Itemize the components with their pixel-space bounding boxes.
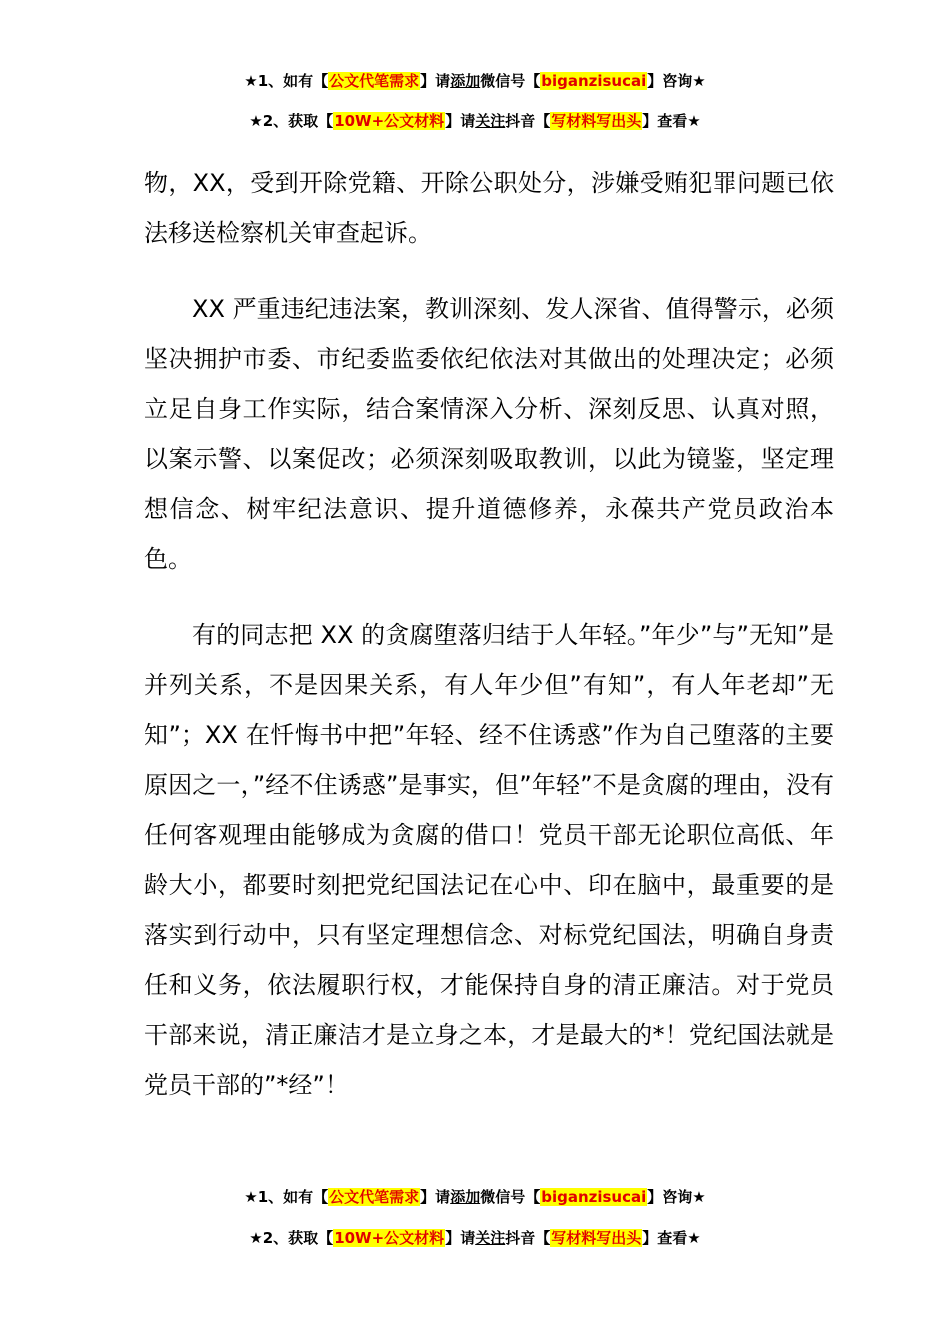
highlight-text: 10W+公文材料 (334, 1229, 445, 1247)
banner-text: 】查看★ (642, 112, 701, 130)
banner-text: 】请 (445, 112, 476, 130)
banner-text: 】请 (420, 72, 451, 90)
highlight-text: biganzisucai (541, 1188, 647, 1206)
banner-text: 抖音【 (505, 112, 551, 130)
banner-text: 】请 (420, 1188, 451, 1206)
banner-text: 微信号【 (480, 1188, 541, 1206)
banner-text: ★2、获取【 (249, 1229, 334, 1247)
banner-text: ★1、如有【 (244, 1188, 329, 1206)
highlight-text: 公文代笔需求 (329, 1188, 420, 1206)
banner-text: 】咨询★ (647, 1188, 706, 1206)
paragraph-3: 有的同志把 XX 的贪腐堕落归结于人年轻。”年少”与”无知”是并列关系，不是因果关系，有人年少但”有知”，有人年老却”无知”；XX 在忏悔书中把”年轻、经不住诱惑”作为自己堕落的主要原因之一，”经不住诱惑”是事实，但”年轻”不是贪腐的理由，没有任何客观理由能够成为贪腐的借口！党员干部无论职位高低、年龄大小，都要时刻把党纪国法记在心中、印在脑中，最重要的是落实到行动中，只有坚定理想信念、对标党纪国法，明确自身责任和义务，依法履职行权，才能保持自身的清正廉洁。对于党员干部来说，清正廉洁才是立身之本，才是最大的*！党纪国法就是党员干部的”*经”！ (144, 621, 834, 1099)
banner-text: 微信号【 (480, 72, 541, 90)
highlight-text: 10W+公文材料 (334, 112, 445, 130)
banner-text: ★2、获取【 (249, 112, 334, 130)
banner-text: ★1、如有【 (244, 72, 329, 90)
footer-banner-line-2 (0, 1227, 950, 1249)
header-banner-line-2 (0, 110, 950, 132)
highlight-text: 公文代笔需求 (329, 72, 420, 90)
banner-text: 】查看★ (642, 1229, 701, 1247)
header-banner-line-1 (0, 70, 950, 92)
highlight-text: 写材料写出头 (551, 112, 642, 130)
paragraph-2: XX 严重违纪违法案，教训深刻、发人深省、值得警示，必须坚决拥护市委、市纪委监委依纪依法对其做出的处理决定；必须立足自身工作实际，结合案情深入分析、深刻反思、认真对照，以案示警、以案促改；必须深刻吸取教训，以此为镜鉴，坚定理想信念、树牢纪法意识、提升道德修养，永葆共产党员政治本色。 (144, 295, 834, 573)
underlined-text: 关注 (475, 112, 506, 130)
highlight-text: biganzisucai (541, 72, 647, 90)
document-body (144, 158, 834, 1136)
banner-text: 】请 (445, 1229, 476, 1247)
underlined-text: 关注 (475, 1229, 506, 1247)
underlined-text: 添加 (450, 72, 481, 90)
underlined-text: 添加 (450, 1188, 481, 1206)
footer-banner-line-1 (0, 1186, 950, 1208)
paragraph-1: 物，XX，受到开除党籍、开除公职处分，涉嫌受贿犯罪问题已依法移送检察机关审查起诉。 (144, 169, 834, 247)
banner-text: 抖音【 (505, 1229, 551, 1247)
highlight-text: 写材料写出头 (551, 1229, 642, 1247)
banner-text: 】咨询★ (647, 72, 706, 90)
